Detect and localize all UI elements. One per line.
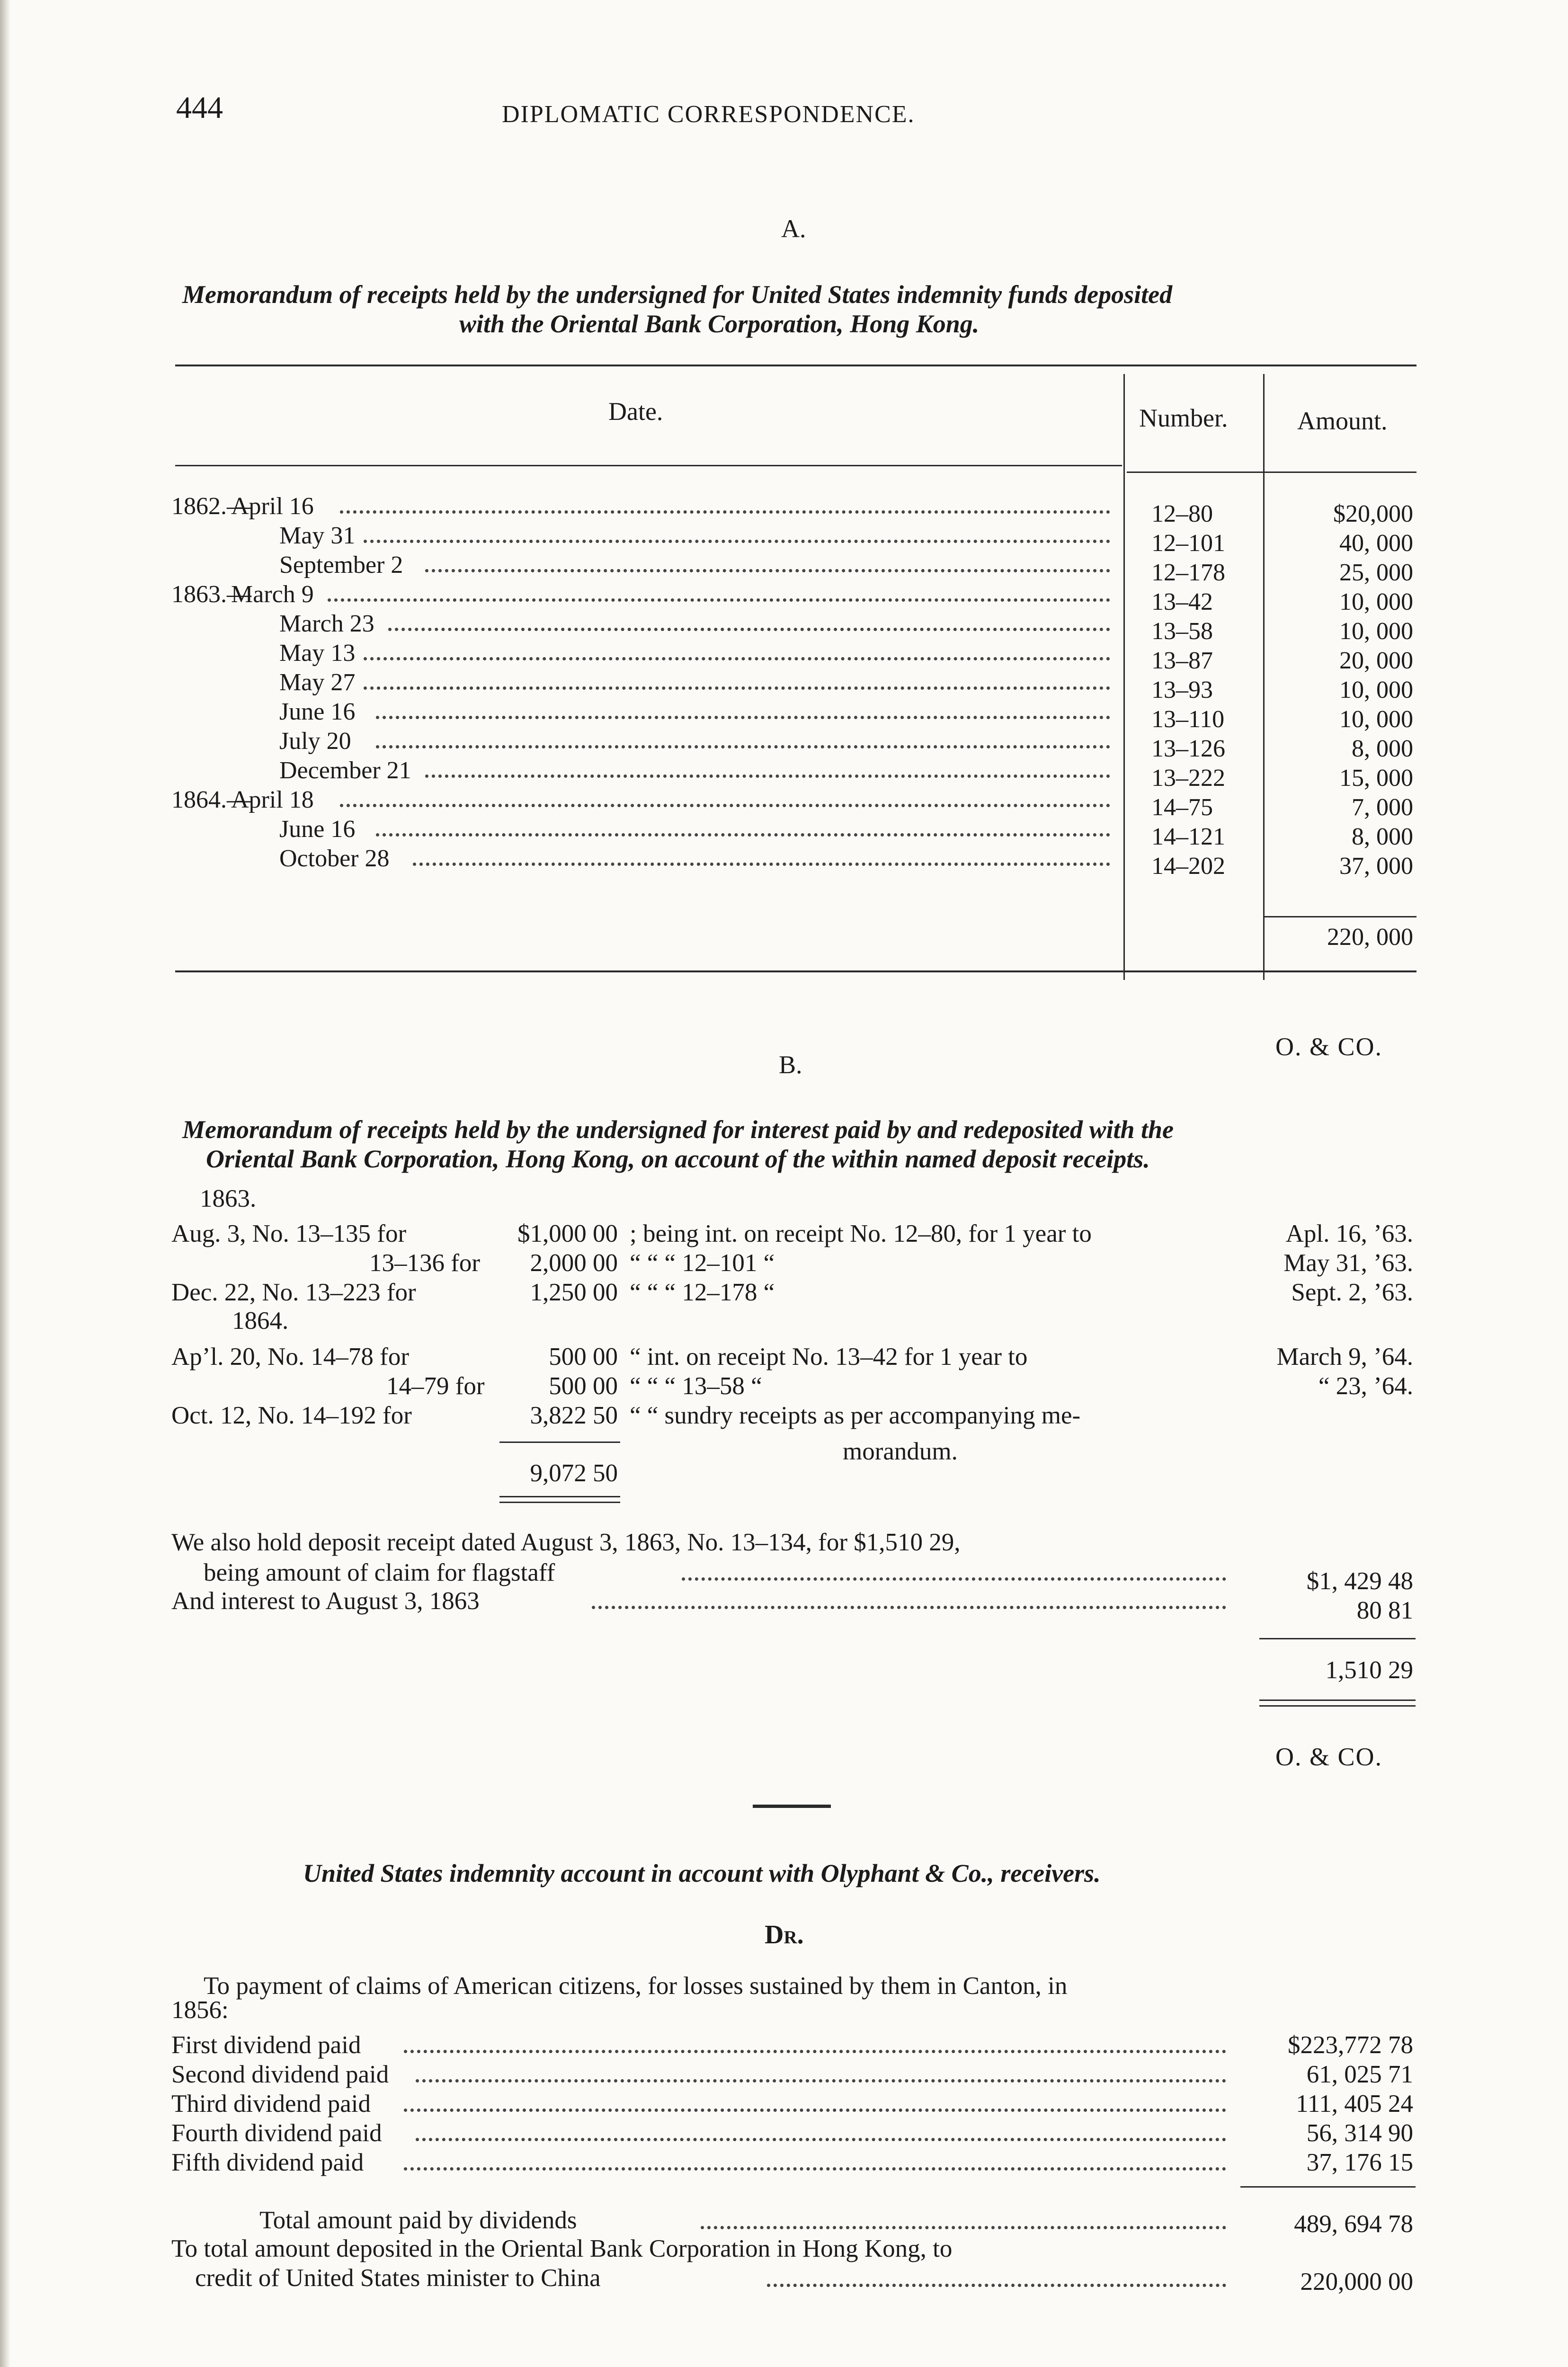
table-row (0, 756, 1568, 792)
column-header-number: Number. (1139, 404, 1228, 432)
year-1864: 1864. (232, 1307, 289, 1335)
row-number: 13–110 (1151, 706, 1225, 733)
dot-leader (425, 769, 1110, 778)
total-dividends-label: Total amount paid by dividends (259, 2207, 577, 2234)
table-row (0, 815, 1568, 850)
table-row (0, 727, 1568, 762)
section-a-letter: A. (781, 214, 806, 243)
row-amount: 37, 000 (1339, 853, 1413, 880)
entry-description: “ “ “ 13–58 “ (630, 1372, 762, 1400)
row-number: 12–178 (1151, 559, 1225, 586)
row-date: May 27 (279, 669, 356, 696)
table-header-rule-values (1127, 472, 1417, 473)
account-title: United States indemnity account in account with Olyphant & Co., receivers. (303, 1859, 1101, 1887)
row-number: 13–222 (1151, 765, 1225, 792)
dot-leader (340, 798, 1110, 807)
table-row (0, 610, 1568, 645)
running-title: DIPLOMATIC CORRESPONDENCE. (502, 101, 915, 128)
row-amount: 8, 000 (1352, 823, 1413, 850)
dot-leader (404, 2103, 1226, 2112)
row-amount: 10, 000 (1339, 706, 1413, 733)
dividend-label: Third dividend paid (171, 2090, 371, 2118)
section-b-memo-line-2: Oriental Bank Corporation, Hong Kong, on account of the within named deposit receipts. (206, 1145, 1150, 1173)
account-deposit-line-2: credit of United States minister to China (195, 2264, 601, 2292)
row-amount: 7, 000 (1352, 794, 1413, 821)
entry-date: May 31, ’63. (1283, 1249, 1413, 1277)
table-top-rule (175, 365, 1417, 366)
dividend-label: Fifth dividend paid (171, 2149, 364, 2176)
deposit-amount-1: $1, 429 48 (1306, 1567, 1413, 1595)
entry-date: Sept. 2, ’63. (1291, 1279, 1413, 1306)
row-number: 13–58 (1151, 618, 1213, 645)
deposit-line-3: And interest to August 3, 1863 (171, 1587, 480, 1615)
table-row (0, 845, 1568, 880)
row-number: 13–87 (1151, 647, 1213, 674)
dot-leader (425, 563, 1110, 572)
row-date: October 28 (279, 845, 390, 872)
row-number: 13–42 (1151, 588, 1213, 615)
dot-leader (364, 681, 1110, 690)
year-1863: 1863. (200, 1185, 257, 1212)
table-row (0, 580, 1568, 615)
dot-leader (376, 710, 1110, 719)
row-date: April 16 (231, 493, 314, 520)
deposit-line-1: We also hold deposit receipt dated August 3, 1863, No. 13–134, for $1,510 29, (171, 1529, 961, 1556)
dot-leader (701, 2220, 1226, 2229)
interest-subtotal: 9,072 50 (530, 1459, 618, 1487)
row-number: 12–101 (1151, 530, 1225, 557)
row-amount: 15, 000 (1339, 765, 1413, 792)
entry-amount: $1,000 00 (517, 1220, 618, 1247)
dot-leader (376, 828, 1110, 836)
entry-reference: 14–79 for (386, 1372, 485, 1400)
dot-leader (416, 2132, 1226, 2141)
section-a-memo-line-1: Memorandum of receipts held by the undersigned for United States indemnity funds deposited (182, 280, 1173, 309)
deposit-total: 1,510 29 (1325, 1656, 1413, 1684)
dot-leader (328, 593, 1110, 602)
subtotal-rule (499, 1442, 620, 1443)
deposit-total-double-rule-1 (1259, 1700, 1416, 1701)
deposit-total-double-rule-2 (1259, 1705, 1416, 1707)
total-rule (1263, 916, 1417, 917)
row-date: June 16 (279, 698, 356, 725)
deposit-amount-2: 80 81 (1356, 1597, 1413, 1624)
row-date: December 21 (279, 757, 411, 784)
entry-reference: Ap’l. 20, No. 14–78 for (171, 1343, 409, 1370)
row-amount: 10, 000 (1339, 588, 1413, 615)
row-date: June 16 (279, 816, 356, 843)
row-number: 14–202 (1151, 853, 1225, 880)
account-deposit-line-1: To total amount deposited in the Oriental Bank Corporation in Hong Kong, to (171, 2235, 953, 2262)
section-a-signature: O. & CO. (1275, 1032, 1382, 1061)
subtotal-double-rule-1 (499, 1496, 620, 1497)
column-header-amount: Amount. (1297, 407, 1388, 435)
entry-amount: 2,000 00 (530, 1249, 618, 1277)
row-date: May 31 (279, 522, 356, 549)
row-date: March 23 (279, 610, 374, 637)
dividend-total-rule (1240, 2186, 1416, 2188)
table-row (0, 668, 1568, 703)
dot-leader (592, 1600, 1226, 1609)
row-amount: 8, 000 (1352, 735, 1413, 762)
row-date: July 20 (279, 728, 351, 755)
section-b-memo-line-1: Memorandum of receipts held by the undersigned for interest paid by and redeposited with the (182, 1115, 1174, 1144)
dividend-amount: $223,772 78 (1288, 2031, 1413, 2059)
entry-description: “ int. on receipt No. 13–42 for 1 year to (630, 1343, 1028, 1370)
row-number: 13–93 (1151, 676, 1213, 703)
dot-leader (364, 651, 1110, 660)
entry-description: “ “ “ 12–101 “ (630, 1249, 775, 1277)
account-intro-line-1: To payment of claims of American citizens, for losses sustained by them in Canton, in (204, 1972, 1068, 2000)
entry-date: “ 23, ’64. (1318, 1372, 1413, 1400)
row-date: April 18 (231, 786, 314, 813)
dividend-amount: 56, 314 90 (1306, 2119, 1413, 2147)
subtotal-double-rule-2 (499, 1502, 620, 1503)
dot-leader (416, 2073, 1226, 2082)
dot-leader (767, 2278, 1226, 2287)
dividend-label: Fourth dividend paid (171, 2119, 382, 2147)
table-header-rule-date (175, 465, 1122, 466)
row-amount: $20,000 (1333, 500, 1413, 527)
page-number: 444 (176, 90, 223, 125)
section-b-signature: O. & CO. (1275, 1743, 1382, 1771)
entry-continuation: morandum. (843, 1438, 958, 1465)
debit-heading: Dr. (765, 1920, 804, 1949)
entry-reference: Dec. 22, No. 13–223 for (171, 1279, 416, 1306)
row-number: 12–80 (1151, 500, 1213, 527)
dot-leader (388, 622, 1110, 631)
section-divider (753, 1805, 831, 1808)
entry-description: ; being int. on receipt No. 12–80, for 1 year to (630, 1220, 1092, 1247)
entry-amount: 3,822 50 (530, 1402, 618, 1429)
dot-leader (376, 739, 1110, 748)
dot-leader (404, 2044, 1226, 2053)
row-amount: 25, 000 (1339, 559, 1413, 586)
section-b-letter: B. (779, 1050, 802, 1079)
entry-description: “ “ “ 12–178 “ (630, 1279, 775, 1306)
row-amount: 10, 000 (1339, 676, 1413, 703)
row-number: 13–126 (1151, 735, 1225, 762)
dot-leader (340, 505, 1110, 514)
dividend-amount: 111, 405 24 (1296, 2090, 1413, 2118)
row-date: September 2 (279, 552, 403, 578)
table-row (0, 522, 1568, 557)
dot-leader (364, 534, 1110, 543)
entry-amount: 1,250 00 (530, 1279, 618, 1306)
table-bottom-rule (175, 970, 1417, 972)
row-number: 14–75 (1151, 794, 1213, 821)
row-number: 14–121 (1151, 823, 1225, 850)
page-edge-shadow (0, 0, 10, 2367)
row-year: 1863.— (171, 581, 251, 608)
deposit-line-2: being amount of claim for flagstaff (204, 1559, 555, 1586)
table-row (0, 551, 1568, 586)
dot-leader (682, 1572, 1226, 1581)
entry-reference: Aug. 3, No. 13–135 for (171, 1220, 407, 1247)
table-row (0, 698, 1568, 733)
entry-description: “ “ sundry receipts as per accompanying me- (630, 1402, 1081, 1429)
dividend-amount: 37, 176 15 (1306, 2149, 1413, 2176)
row-amount: 20, 000 (1339, 647, 1413, 674)
section-a-memo-line-2: with the Oriental Bank Corporation, Hong Kong. (459, 310, 980, 338)
table-row (0, 786, 1568, 821)
dividend-amount: 61, 025 71 (1306, 2061, 1413, 2088)
dot-leader (413, 857, 1110, 866)
deposit-total-rule (1259, 1638, 1416, 1639)
row-year: 1864.— (171, 786, 251, 813)
row-date: May 13 (279, 640, 356, 667)
account-intro-line-2: 1856: (171, 1996, 229, 2024)
table-total: 220, 000 (1327, 924, 1413, 951)
dot-leader (404, 2162, 1226, 2171)
entry-date: Apl. 16, ’63. (1285, 1220, 1413, 1247)
row-amount: 40, 000 (1339, 530, 1413, 557)
row-date: March 9 (231, 581, 314, 608)
row-year: 1862.— (171, 493, 251, 520)
entry-amount: 500 00 (549, 1343, 618, 1370)
table-row (0, 639, 1568, 674)
row-amount: 10, 000 (1339, 618, 1413, 645)
entry-amount: 500 00 (549, 1372, 618, 1400)
dividend-label: Second dividend paid (171, 2061, 389, 2088)
entry-reference: 13–136 for (369, 1249, 481, 1277)
account-deposit-amount: 220,000 00 (1300, 2268, 1413, 2296)
total-dividends-amount: 489, 694 78 (1294, 2210, 1413, 2238)
dividend-label: First dividend paid (171, 2031, 361, 2059)
entry-date: March 9, ’64. (1276, 1343, 1413, 1370)
table-row (0, 492, 1568, 527)
entry-reference: Oct. 12, No. 14–192 for (171, 1402, 412, 1429)
column-header-date: Date. (608, 397, 663, 426)
